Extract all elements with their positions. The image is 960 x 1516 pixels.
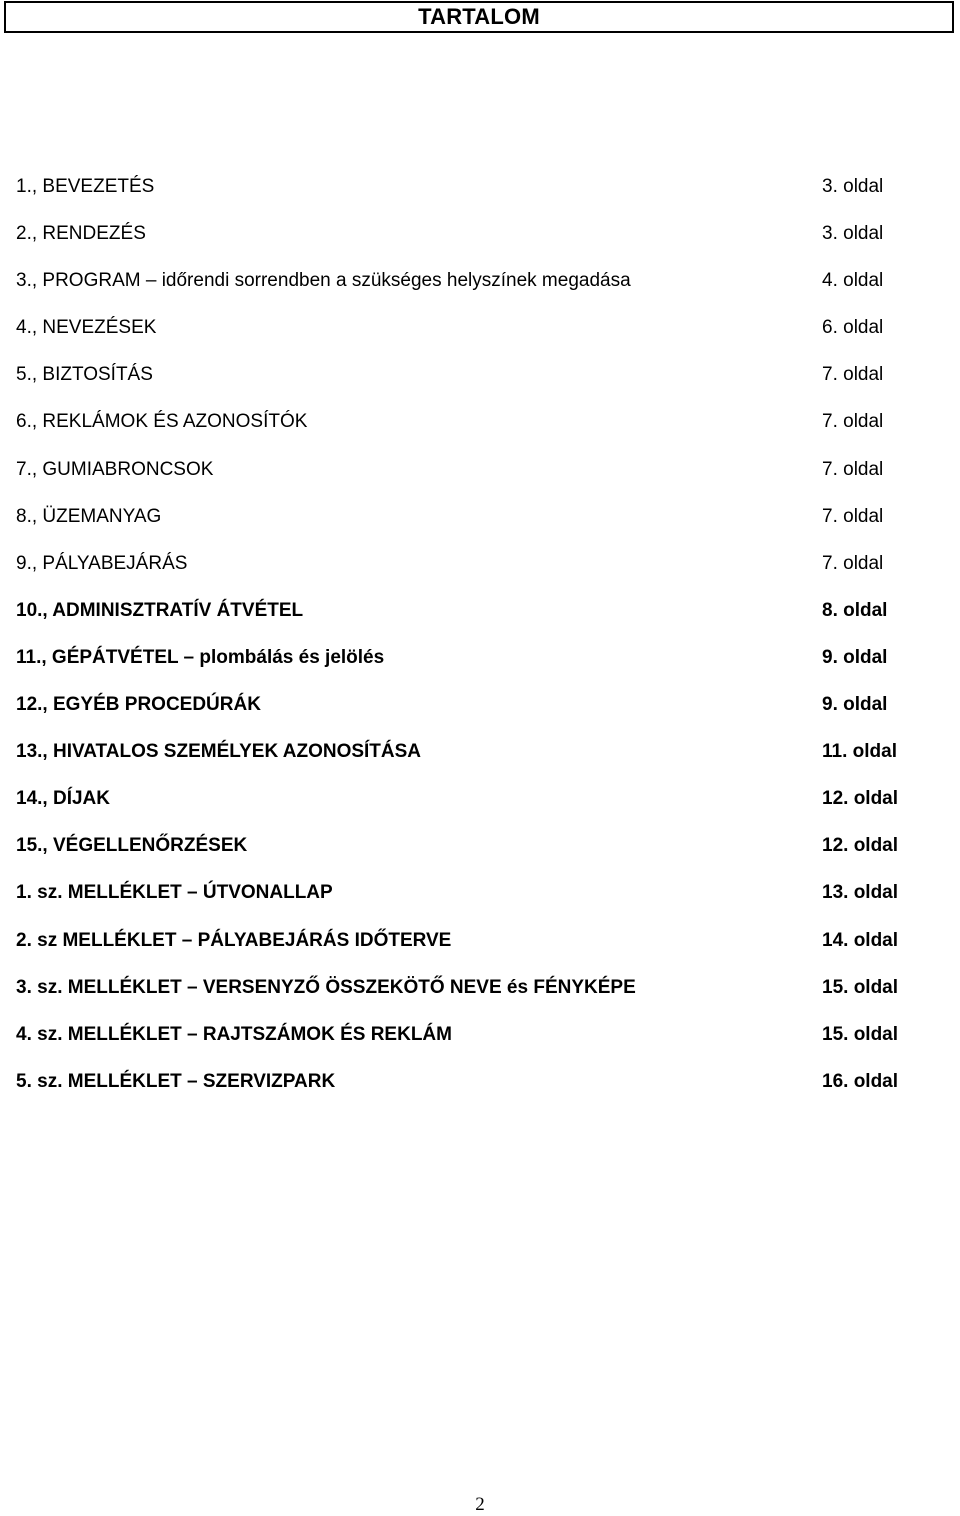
toc-entry-label: 10., ADMINISZTRATÍV ÁTVÉTEL — [16, 599, 304, 621]
toc-entry-label: 1. sz. MELLÉKLET – ÚTVONALLAP — [16, 882, 333, 904]
toc-entry-label: 3. sz. MELLÉKLET – VERSENYZŐ ÖSSZEKÖTŐ NEVE és FÉNYKÉPE — [16, 976, 636, 998]
toc-entry-page: 9. oldal — [822, 694, 888, 716]
toc-entry — [16, 878, 906, 925]
toc-entry — [16, 596, 906, 643]
toc-entry-label: 4., NEVEZÉSEK — [16, 317, 157, 339]
page-number: 2 — [475, 1494, 485, 1515]
toc-entry-label: 6., REKLÁMOK ÉS AZONOSÍTÓK — [16, 411, 308, 433]
toc-entry-label: 4. sz. MELLÉKLET – RAJTSZÁMOK ÉS REKLÁM — [16, 1023, 452, 1045]
toc-entry-label: 2. sz MELLÉKLET – PÁLYABEJÁRÁS IDŐTERVE — [16, 929, 452, 951]
toc-entry — [16, 831, 906, 878]
toc-entry — [16, 690, 906, 737]
toc-entry-label: 12., EGYÉB PROCEDÚRÁK — [16, 694, 261, 716]
toc-entry-label: 7., GUMIABRONCSOK — [16, 458, 214, 480]
toc-entry-page: 7. oldal — [822, 411, 884, 433]
toc-entry-label: 11., GÉPÁTVÉTEL – plombálás és jelölés — [16, 646, 385, 668]
toc-entry-label: 15., VÉGELLENŐRZÉSEK — [16, 835, 248, 857]
title-box — [4, 1, 954, 33]
toc-entry-page: 7. oldal — [822, 552, 884, 574]
toc-entry-page: 11. oldal — [822, 741, 897, 763]
toc-entry — [16, 549, 906, 596]
toc-entry — [16, 266, 906, 313]
toc-entry-page: 15. oldal — [822, 1023, 899, 1045]
toc-entry — [16, 360, 906, 407]
toc-entry-page: 7. oldal — [822, 505, 884, 527]
toc-entry-page: 3. oldal — [822, 223, 884, 245]
toc-entry — [16, 502, 906, 549]
toc-entry-page: 7. oldal — [822, 458, 884, 480]
toc-entry-label: 1., BEVEZETÉS — [16, 176, 155, 197]
toc-entry-page: 12. oldal — [822, 835, 899, 857]
toc-entry-label: 9., PÁLYABEJÁRÁS — [16, 552, 188, 574]
toc-entry-label: 5., BIZTOSÍTÁS — [16, 364, 153, 386]
toc-entry — [16, 737, 906, 784]
toc-entry-label: 2., RENDEZÉS — [16, 223, 146, 245]
toc-entry-label: 5. sz. MELLÉKLET – SZERVIZPARK — [16, 1070, 336, 1092]
toc-entry — [16, 784, 906, 831]
toc-entry-label: 3., PROGRAM – időrendi sorrendben a szükséges helyszínek megadása — [16, 270, 631, 292]
toc-entry-page: 4. oldal — [822, 270, 884, 292]
toc-entry-page: 6. oldal — [822, 317, 884, 339]
toc-entry — [16, 1020, 906, 1067]
page-title: TARTALOM — [418, 4, 540, 29]
toc-entry — [16, 973, 906, 1020]
toc-entry-page: 15. oldal — [822, 976, 899, 998]
toc-entry-label: 8., ÜZEMANYAG — [16, 505, 162, 527]
toc-entry-page: 7. oldal — [822, 364, 884, 386]
toc-entry — [16, 926, 906, 973]
toc-entry — [16, 172, 906, 219]
toc-entry — [16, 313, 906, 360]
toc-entry-page: 13. oldal — [822, 882, 899, 904]
toc-entry-page: 12. oldal — [822, 788, 899, 810]
toc-entry — [16, 407, 906, 454]
toc-entry-page: 9. oldal — [822, 646, 888, 668]
toc-entry-label: 13., HIVATALOS SZEMÉLYEK AZONOSÍTÁSA — [16, 741, 422, 763]
toc-entry — [16, 1067, 906, 1114]
toc-entry-label: 14., DÍJAK — [16, 788, 110, 810]
toc-entry-page: 3. oldal — [822, 176, 884, 197]
table-of-contents — [16, 172, 906, 1114]
toc-entry — [16, 219, 906, 266]
toc-entry — [16, 643, 906, 690]
toc-entry-page: 8. oldal — [822, 599, 888, 621]
toc-entry — [16, 455, 906, 502]
toc-entry-page: 16. oldal — [822, 1070, 899, 1092]
toc-entry-page: 14. oldal — [822, 929, 899, 951]
